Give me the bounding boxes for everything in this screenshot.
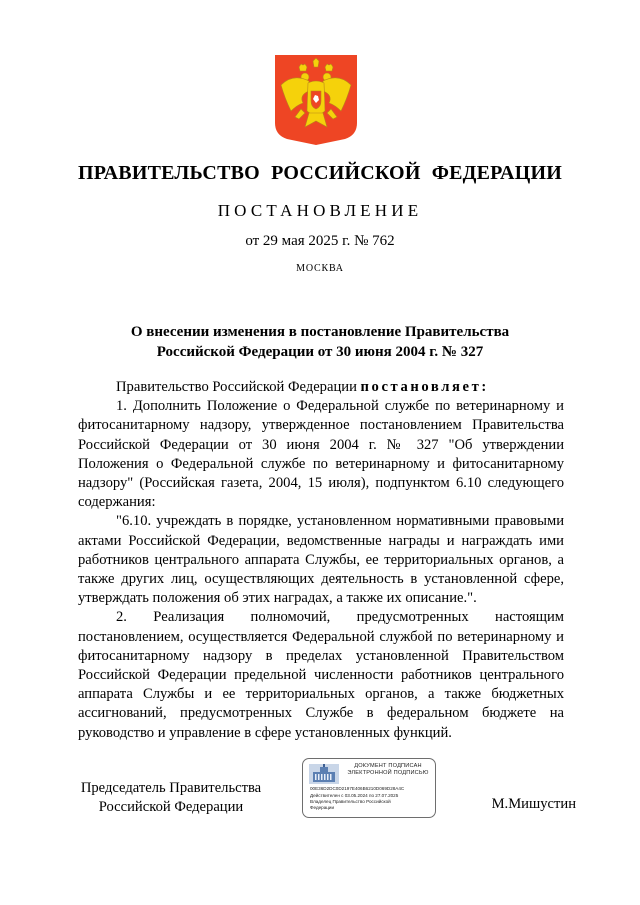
intro-lead: Правительство Российской Федерации (116, 379, 361, 395)
document-subject (100, 322, 540, 362)
certificate-validity: Действителен с 03.05.2024 по 27.07.2025 (310, 793, 399, 798)
document-date-number: от 29 мая 2025 г. № 762 (245, 233, 395, 249)
document-city: МОСКВА (296, 263, 344, 274)
document-type: ПОСТАНОВЛЕНИЕ (217, 201, 423, 220)
signatory-position-line-2: Российской Федерации (98, 799, 244, 815)
government-title: ПРАВИТЕЛЬСТВО РОССИЙСКОЙ ФЕДЕРАЦИИ (78, 162, 562, 184)
government-building-icon (309, 764, 339, 784)
intro-decree-word: постановляет: (360, 379, 489, 395)
subject-line-1: О внесении изменения в постановление Правительства (130, 324, 510, 340)
signatory-name: М.Мишустин (491, 796, 576, 812)
paragraph-2: 2. Реализация полномочий, предусмотренных настоящим постановлением, осуществляется Федеральной службой по ветеринарному и фитосанитарному надзору в пределах установленной Правительством Российской Федерации предельной численности работников центрального аппарата Службы и ее территориальных органов, а также бюджетных ассигнований, предусмотренных Службе в федеральном бюджете на руководство и управление в сфере установленных функций. (78, 609, 564, 741)
certificate-number: 00E36D2DC0D2197E406B6210D069D28A4C (310, 786, 405, 791)
coat-of-arms-icon (275, 55, 357, 145)
certificate-owner-line-2: Федерации (310, 805, 335, 810)
electronic-signature-stamp (302, 758, 436, 818)
certificate-owner-line-1: Владелец Правительство Российской (310, 799, 391, 804)
paragraph-1: 1. Дополнить Положение о Федеральной службе по ветеринарному и фитосанитарному надзору, утвержденное постановлением Правительства Российской Федерации от 30 июня 2004 г. № 327 "Об утверждении Положения о Федеральной службе по ветеринарному и фитосанитарному надзору" (Российская газета, 2004, 15 июля), подпунктом 6.10 следующего содержания: (78, 398, 564, 511)
document-body (78, 378, 564, 743)
e-signature-title-line-2: ЭЛЕКТРОННОЙ ПОДПИСЬЮ (347, 770, 429, 776)
e-signature-title-line-1: ДОКУМЕНТ ПОДПИСАН (354, 763, 422, 769)
paragraph-quoted-clause: "6.10. учреждать в порядке, установленном нормативными правовыми актами Российской Федерации, ведомственные награды и награждать ими работников центрального аппарата Службы, ее территориальных органов, а также других лиц, осуществляющих деятельность в установленной сфере, утверждать положения об этих наградах, а также их описание.". (78, 513, 564, 607)
subject-line-2: Российской Федерации от 30 июня 2004 г. № 327 (156, 344, 484, 360)
intro-paragraph (78, 378, 564, 397)
e-signature-title (343, 763, 433, 777)
signatory-position (66, 779, 276, 817)
signatory-position-line-1: Председатель Правительства (80, 780, 262, 796)
